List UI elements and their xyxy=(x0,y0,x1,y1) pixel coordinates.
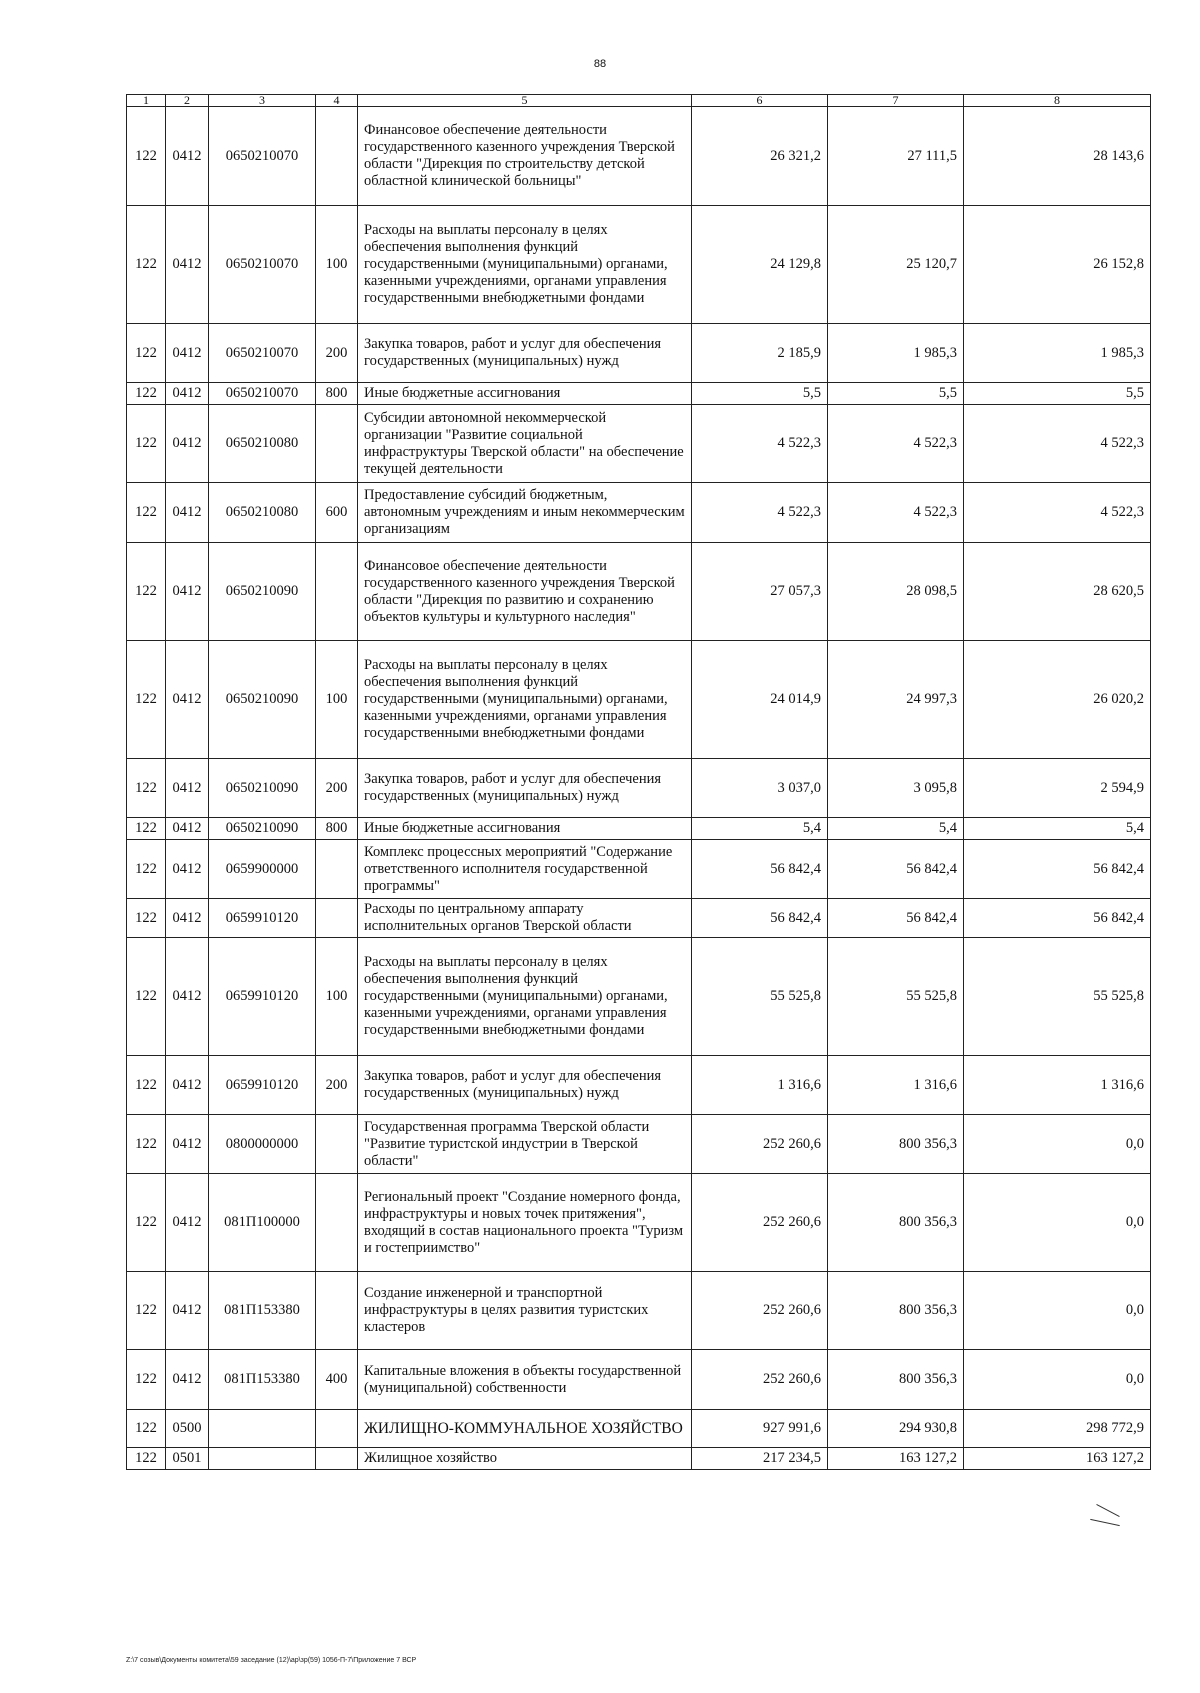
cell-value-col7: 24 997,3 xyxy=(828,641,964,759)
cell-section-code: 0412 xyxy=(166,840,209,899)
cell-admin-code: 122 xyxy=(127,383,166,405)
cell-description: Региональный проект "Создание номерного фонда, инфраструктуры и новых точек притяжения", входящий в состав национального проекта "Туризм и гостеприимство" xyxy=(358,1174,692,1272)
table-row xyxy=(127,405,1151,483)
column-number: 4 xyxy=(316,95,358,107)
cell-section-code: 0412 xyxy=(166,1350,209,1410)
cell-section-code: 0412 xyxy=(166,818,209,840)
cell-expense-type: 400 xyxy=(316,1350,358,1410)
cell-value-col6: 927 991,6 xyxy=(692,1410,828,1448)
table-row xyxy=(127,1272,1151,1350)
cell-description: Расходы на выплаты персоналу в целях обеспечения выполнения функций государственными (муниципальными) органами, казенными учреждениями, органами управления государственными внебюджетными фондами xyxy=(358,206,692,324)
cell-description: Расходы по центральному аппарату исполнительных органов Тверской области xyxy=(358,899,692,938)
cell-description: Расходы на выплаты персоналу в целях обеспечения выполнения функций государственными (муниципальными) органами, казенными учреждениями, органами управления государственными внебюджетными фондами xyxy=(358,938,692,1056)
column-number: 3 xyxy=(209,95,316,107)
cell-description: Предоставление субсидий бюджетным, автономным учреждениям и иным некоммерческим организациям xyxy=(358,483,692,543)
cell-value-col7: 163 127,2 xyxy=(828,1448,964,1470)
cell-description: Закупка товаров, работ и услуг для обеспечения государственных (муниципальных) нужд xyxy=(358,759,692,818)
cell-description: Финансовое обеспечение деятельности государственного казенного учреждения Тверской области "Дирекция по развитию и сохранению объектов культуры и культурного наследия" xyxy=(358,543,692,641)
cell-value-col7: 1 985,3 xyxy=(828,324,964,383)
cell-value-col7: 3 095,8 xyxy=(828,759,964,818)
cell-section-code: 0412 xyxy=(166,938,209,1056)
cell-section-code: 0412 xyxy=(166,543,209,641)
cell-expense-type: 100 xyxy=(316,206,358,324)
cell-description: Иные бюджетные ассигнования xyxy=(358,818,692,840)
cell-section-code: 0412 xyxy=(166,1056,209,1115)
cell-expense-type xyxy=(316,1115,358,1174)
cell-value-col6: 252 260,6 xyxy=(692,1272,828,1350)
column-number: 5 xyxy=(358,95,692,107)
table-row xyxy=(127,1350,1151,1410)
column-number: 8 xyxy=(964,95,1151,107)
cell-value-col7: 5,4 xyxy=(828,818,964,840)
cell-value-col6: 24 014,9 xyxy=(692,641,828,759)
cell-admin-code: 122 xyxy=(127,324,166,383)
cell-value-col7: 4 522,3 xyxy=(828,405,964,483)
cell-value-col8: 26 152,8 xyxy=(964,206,1151,324)
cell-admin-code: 122 xyxy=(127,107,166,206)
cell-value-col6: 27 057,3 xyxy=(692,543,828,641)
table-row xyxy=(127,759,1151,818)
cell-target-article: 0650210090 xyxy=(209,543,316,641)
cell-value-col8: 0,0 xyxy=(964,1115,1151,1174)
table-row xyxy=(127,1174,1151,1272)
cell-admin-code: 122 xyxy=(127,840,166,899)
cell-section-code: 0412 xyxy=(166,405,209,483)
table-row xyxy=(127,483,1151,543)
cell-value-col7: 5,5 xyxy=(828,383,964,405)
cell-description: Государственная программа Тверской области "Развитие туристской индустрии в Тверской области" xyxy=(358,1115,692,1174)
cell-section-code: 0412 xyxy=(166,759,209,818)
cell-value-col7: 28 098,5 xyxy=(828,543,964,641)
cell-section-code: 0500 xyxy=(166,1410,209,1448)
cell-description: ЖИЛИЩНО-КОММУНАЛЬНОЕ ХОЗЯЙСТВО xyxy=(358,1410,692,1448)
column-number-row xyxy=(127,95,1151,107)
cell-value-col6: 252 260,6 xyxy=(692,1115,828,1174)
cell-value-col8: 4 522,3 xyxy=(964,405,1151,483)
cell-value-col8: 5,4 xyxy=(964,818,1151,840)
cell-section-code: 0412 xyxy=(166,324,209,383)
cell-value-col7: 800 356,3 xyxy=(828,1350,964,1410)
cell-target-article: 081П153380 xyxy=(209,1272,316,1350)
cell-value-col8: 2 594,9 xyxy=(964,759,1151,818)
table-row xyxy=(127,383,1151,405)
cell-value-col8: 56 842,4 xyxy=(964,899,1151,938)
cell-value-col8: 5,5 xyxy=(964,383,1151,405)
cell-target-article: 0650210090 xyxy=(209,759,316,818)
column-number: 1 xyxy=(127,95,166,107)
cell-value-col8: 1 316,6 xyxy=(964,1056,1151,1115)
cell-section-code: 0412 xyxy=(166,1272,209,1350)
cell-admin-code: 122 xyxy=(127,1272,166,1350)
cell-expense-type xyxy=(316,899,358,938)
cell-target-article: 0659910120 xyxy=(209,1056,316,1115)
cell-value-col7: 800 356,3 xyxy=(828,1272,964,1350)
cell-admin-code: 122 xyxy=(127,759,166,818)
cell-expense-type: 100 xyxy=(316,938,358,1056)
cell-expense-type: 800 xyxy=(316,383,358,405)
cell-description: Субсидии автономной некоммерческой организации "Развитие социальной инфраструктуры Тверской области" на обеспечение текущей деятельности xyxy=(358,405,692,483)
cell-description: Создание инженерной и транспортной инфраструктуры в целях развития туристских кластеров xyxy=(358,1272,692,1350)
cell-admin-code: 122 xyxy=(127,543,166,641)
cell-target-article xyxy=(209,1410,316,1448)
cell-value-col8: 0,0 xyxy=(964,1174,1151,1272)
budget-table xyxy=(126,94,1151,1470)
table-row xyxy=(127,107,1151,206)
cell-target-article: 0659910120 xyxy=(209,899,316,938)
table-body xyxy=(127,107,1151,1470)
cell-value-col7: 800 356,3 xyxy=(828,1115,964,1174)
cell-target-article: 0650210070 xyxy=(209,107,316,206)
table-row xyxy=(127,324,1151,383)
cell-admin-code: 122 xyxy=(127,483,166,543)
cell-target-article: 0650210070 xyxy=(209,383,316,405)
cell-value-col8: 298 772,9 xyxy=(964,1410,1151,1448)
cell-value-col6: 1 316,6 xyxy=(692,1056,828,1115)
cell-expense-type: 800 xyxy=(316,818,358,840)
cell-admin-code: 122 xyxy=(127,641,166,759)
cell-section-code: 0412 xyxy=(166,383,209,405)
cell-section-code: 0412 xyxy=(166,107,209,206)
cell-expense-type: 200 xyxy=(316,1056,358,1115)
cell-value-col8: 28 143,6 xyxy=(964,107,1151,206)
cell-description: Иные бюджетные ассигнования xyxy=(358,383,692,405)
column-number: 7 xyxy=(828,95,964,107)
cell-value-col6: 5,5 xyxy=(692,383,828,405)
cell-target-article: 0650210070 xyxy=(209,324,316,383)
cell-value-col7: 1 316,6 xyxy=(828,1056,964,1115)
cell-section-code: 0501 xyxy=(166,1448,209,1470)
cell-admin-code: 122 xyxy=(127,899,166,938)
cell-value-col6: 56 842,4 xyxy=(692,899,828,938)
cell-expense-type xyxy=(316,107,358,206)
cell-value-col6: 252 260,6 xyxy=(692,1174,828,1272)
cell-value-col7: 25 120,7 xyxy=(828,206,964,324)
cell-target-article xyxy=(209,1448,316,1470)
cell-value-col8: 56 842,4 xyxy=(964,840,1151,899)
cell-value-col6: 3 037,0 xyxy=(692,759,828,818)
cell-expense-type xyxy=(316,405,358,483)
cell-section-code: 0412 xyxy=(166,1115,209,1174)
cell-expense-type xyxy=(316,543,358,641)
file-path-footer: Z:\7 созыв\Документы комитета\59 заседание (12)\ар\зр(59) 1056-П-7\Приложение 7 ВСР xyxy=(126,1657,417,1664)
cell-description: Закупка товаров, работ и услуг для обеспечения государственных (муниципальных) нужд xyxy=(358,324,692,383)
cell-expense-type: 600 xyxy=(316,483,358,543)
table-row xyxy=(127,899,1151,938)
cell-value-col6: 217 234,5 xyxy=(692,1448,828,1470)
cell-expense-type xyxy=(316,1410,358,1448)
cell-value-col6: 26 321,2 xyxy=(692,107,828,206)
cell-target-article: 081П153380 xyxy=(209,1350,316,1410)
cell-value-col6: 2 185,9 xyxy=(692,324,828,383)
cell-expense-type xyxy=(316,840,358,899)
cell-target-article: 0650210070 xyxy=(209,206,316,324)
cell-value-col7: 294 930,8 xyxy=(828,1410,964,1448)
cell-expense-type: 200 xyxy=(316,759,358,818)
cell-expense-type xyxy=(316,1448,358,1470)
cell-expense-type: 200 xyxy=(316,324,358,383)
cell-target-article: 0650210080 xyxy=(209,405,316,483)
cell-target-article: 0659910120 xyxy=(209,938,316,1056)
cell-admin-code: 122 xyxy=(127,818,166,840)
table-row xyxy=(127,1056,1151,1115)
cell-target-article: 0659900000 xyxy=(209,840,316,899)
cell-value-col6: 4 522,3 xyxy=(692,405,828,483)
cell-description: Расходы на выплаты персоналу в целях обеспечения выполнения функций государственными (муниципальными) органами, казенными учреждениями, органами управления государственными внебюджетными фондами xyxy=(358,641,692,759)
cell-value-col7: 27 111,5 xyxy=(828,107,964,206)
cell-target-article: 0650210080 xyxy=(209,483,316,543)
cell-expense-type xyxy=(316,1174,358,1272)
table-row xyxy=(127,543,1151,641)
cell-value-col7: 56 842,4 xyxy=(828,840,964,899)
cell-value-col7: 55 525,8 xyxy=(828,938,964,1056)
cell-section-code: 0412 xyxy=(166,1174,209,1272)
table-row xyxy=(127,1115,1151,1174)
cell-admin-code: 122 xyxy=(127,938,166,1056)
cell-admin-code: 122 xyxy=(127,206,166,324)
cell-value-col7: 800 356,3 xyxy=(828,1174,964,1272)
cell-value-col6: 4 522,3 xyxy=(692,483,828,543)
cell-target-article: 0800000000 xyxy=(209,1115,316,1174)
cell-admin-code: 122 xyxy=(127,1115,166,1174)
cell-expense-type: 100 xyxy=(316,641,358,759)
cell-value-col8: 163 127,2 xyxy=(964,1448,1151,1470)
cell-value-col6: 252 260,6 xyxy=(692,1350,828,1410)
cell-expense-type xyxy=(316,1272,358,1350)
table-row xyxy=(127,206,1151,324)
scan-mark xyxy=(1090,1519,1120,1526)
page-number: 88 xyxy=(593,58,607,70)
cell-description: Жилищное хозяйство xyxy=(358,1448,692,1470)
cell-value-col7: 4 522,3 xyxy=(828,483,964,543)
cell-description: Капитальные вложения в объекты государственной (муниципальной) собственности xyxy=(358,1350,692,1410)
table-row xyxy=(127,1410,1151,1448)
cell-value-col6: 24 129,8 xyxy=(692,206,828,324)
cell-value-col8: 0,0 xyxy=(964,1272,1151,1350)
cell-value-col8: 4 522,3 xyxy=(964,483,1151,543)
table-row xyxy=(127,818,1151,840)
cell-target-article: 081П100000 xyxy=(209,1174,316,1272)
cell-section-code: 0412 xyxy=(166,641,209,759)
cell-value-col6: 56 842,4 xyxy=(692,840,828,899)
cell-admin-code: 122 xyxy=(127,1056,166,1115)
cell-description: Финансовое обеспечение деятельности государственного казенного учреждения Тверской области "Дирекция по строительству детской областной клинической больницы" xyxy=(358,107,692,206)
cell-target-article: 0650210090 xyxy=(209,818,316,840)
cell-value-col7: 56 842,4 xyxy=(828,899,964,938)
cell-description: Закупка товаров, работ и услуг для обеспечения государственных (муниципальных) нужд xyxy=(358,1056,692,1115)
cell-value-col8: 28 620,5 xyxy=(964,543,1151,641)
cell-value-col8: 26 020,2 xyxy=(964,641,1151,759)
column-number: 6 xyxy=(692,95,828,107)
cell-description: Комплекс процессных мероприятий "Содержание ответственного исполнителя государственной программы" xyxy=(358,840,692,899)
cell-admin-code: 122 xyxy=(127,1174,166,1272)
table-row xyxy=(127,1448,1151,1470)
cell-admin-code: 122 xyxy=(127,1410,166,1448)
cell-admin-code: 122 xyxy=(127,405,166,483)
cell-section-code: 0412 xyxy=(166,899,209,938)
cell-value-col8: 0,0 xyxy=(964,1350,1151,1410)
cell-value-col8: 1 985,3 xyxy=(964,324,1151,383)
column-number: 2 xyxy=(166,95,209,107)
table-row xyxy=(127,840,1151,899)
cell-value-col8: 55 525,8 xyxy=(964,938,1151,1056)
cell-section-code: 0412 xyxy=(166,483,209,543)
cell-value-col6: 55 525,8 xyxy=(692,938,828,1056)
table-row xyxy=(127,938,1151,1056)
cell-admin-code: 122 xyxy=(127,1448,166,1470)
cell-value-col6: 5,4 xyxy=(692,818,828,840)
table-row xyxy=(127,641,1151,759)
cell-section-code: 0412 xyxy=(166,206,209,324)
cell-admin-code: 122 xyxy=(127,1350,166,1410)
scan-mark xyxy=(1096,1504,1119,1517)
cell-target-article: 0650210090 xyxy=(209,641,316,759)
